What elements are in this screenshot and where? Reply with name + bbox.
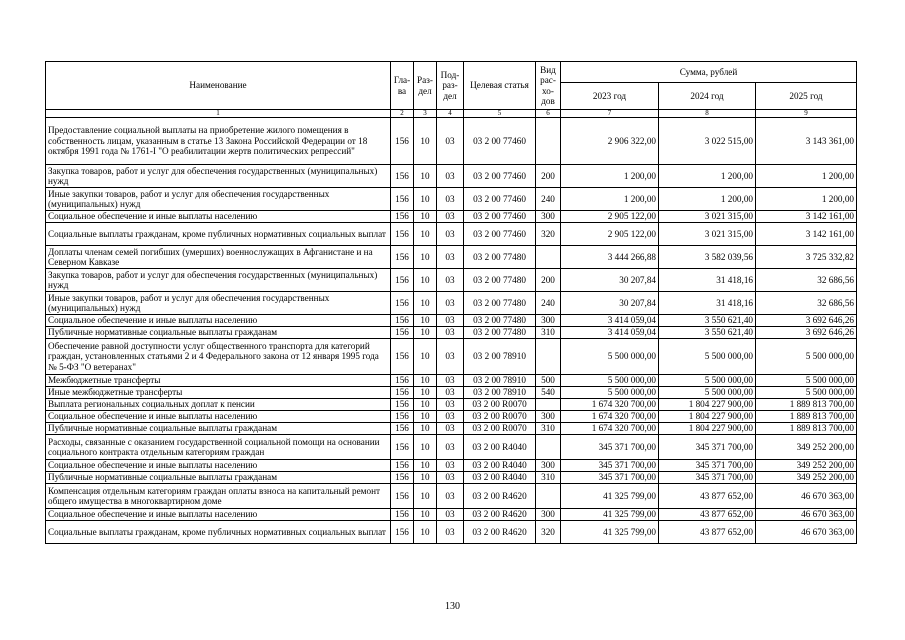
row-target-article: 03 2 00 78910 bbox=[464, 387, 536, 399]
row-podrazdel: 03 bbox=[437, 399, 464, 411]
row-expense-type: 310 bbox=[536, 423, 561, 435]
row-target-article: 03 2 00 77480 bbox=[464, 246, 536, 269]
row-sum-2025: 3 142 161,00 bbox=[756, 211, 857, 223]
row-sum-2023: 30 207,84 bbox=[561, 292, 659, 315]
row-podrazdel: 03 bbox=[437, 269, 464, 292]
row-podrazdel: 03 bbox=[437, 327, 464, 339]
colnum: 9 bbox=[756, 110, 857, 118]
row-name: Социальное обеспечение и иные выплаты населению bbox=[46, 411, 391, 423]
table-row bbox=[46, 315, 857, 327]
row-sum-2025: 46 670 363,00 bbox=[756, 484, 857, 509]
table-row bbox=[46, 223, 857, 246]
row-target-article: 03 2 00 R4620 bbox=[464, 484, 536, 509]
row-target-article: 03 2 00 R0070 bbox=[464, 411, 536, 423]
row-razdel: 10 bbox=[414, 188, 437, 211]
row-sum-2025: 46 670 363,00 bbox=[756, 509, 857, 521]
row-sum-2024: 3 550 621,40 bbox=[659, 315, 756, 327]
row-sum-2025: 5 500 000,00 bbox=[756, 387, 857, 399]
row-razdel: 10 bbox=[414, 292, 437, 315]
row-podrazdel: 03 bbox=[437, 472, 464, 484]
row-sum-2023: 2 905 122,00 bbox=[561, 211, 659, 223]
table-row bbox=[46, 509, 857, 521]
row-razdel: 10 bbox=[414, 509, 437, 521]
row-sum-2024: 5 500 000,00 bbox=[659, 339, 756, 375]
row-name: Социальное обеспечение и иные выплаты населению bbox=[46, 211, 391, 223]
row-name: Предоставление социальной выплаты на приобретение жилого помещения в собственность лицам, указанным в статье 13 Закона Российской Федерации от 18 октября 1991 года № 1761-I "О реабилитации жертв политических репрессий" bbox=[46, 118, 391, 165]
row-sum-2024: 1 804 227 900,00 bbox=[659, 423, 756, 435]
row-sum-2025: 3 142 161,00 bbox=[756, 223, 857, 246]
row-podrazdel: 03 bbox=[437, 339, 464, 375]
table-row bbox=[46, 521, 857, 544]
table-row bbox=[46, 339, 857, 375]
row-glava: 156 bbox=[391, 484, 414, 509]
row-target-article: 03 2 00 77480 bbox=[464, 327, 536, 339]
row-podrazdel: 03 bbox=[437, 292, 464, 315]
row-expense-type bbox=[536, 399, 561, 411]
table-row bbox=[46, 423, 857, 435]
colnum: 3 bbox=[414, 110, 437, 118]
row-sum-2024: 1 200,00 bbox=[659, 165, 756, 188]
row-glava: 156 bbox=[391, 387, 414, 399]
row-target-article: 03 2 00 R4040 bbox=[464, 435, 536, 460]
row-name: Иные межбюджетные трансферты bbox=[46, 387, 391, 399]
table-row bbox=[46, 484, 857, 509]
table-row bbox=[46, 292, 857, 315]
row-razdel: 10 bbox=[414, 399, 437, 411]
table-row bbox=[46, 411, 857, 423]
row-sum-2025: 1 889 813 700,00 bbox=[756, 399, 857, 411]
row-sum-2023: 2 905 122,00 bbox=[561, 223, 659, 246]
row-expense-type: 310 bbox=[536, 472, 561, 484]
colnum: 5 bbox=[464, 110, 536, 118]
row-target-article: 03 2 00 R4620 bbox=[464, 509, 536, 521]
row-glava: 156 bbox=[391, 292, 414, 315]
row-glava: 156 bbox=[391, 327, 414, 339]
row-podrazdel: 03 bbox=[437, 423, 464, 435]
colnum: 7 bbox=[561, 110, 659, 118]
row-name: Межбюджетные трансферты bbox=[46, 375, 391, 387]
row-razdel: 10 bbox=[414, 327, 437, 339]
row-sum-2025: 3 725 332,82 bbox=[756, 246, 857, 269]
row-sum-2023: 2 906 322,00 bbox=[561, 118, 659, 165]
row-expense-type: 320 bbox=[536, 223, 561, 246]
row-sum-2024: 31 418,16 bbox=[659, 269, 756, 292]
row-expense-type: 200 bbox=[536, 165, 561, 188]
row-sum-2024: 1 804 227 900,00 bbox=[659, 399, 756, 411]
row-sum-2023: 41 325 799,00 bbox=[561, 521, 659, 544]
table-row bbox=[46, 165, 857, 188]
row-target-article: 03 2 00 77460 bbox=[464, 211, 536, 223]
row-sum-2024: 43 877 652,00 bbox=[659, 521, 756, 544]
row-sum-2024: 1 804 227 900,00 bbox=[659, 411, 756, 423]
row-glava: 156 bbox=[391, 269, 414, 292]
row-razdel: 10 bbox=[414, 387, 437, 399]
row-expense-type: 500 bbox=[536, 375, 561, 387]
table-row bbox=[46, 375, 857, 387]
row-razdel: 10 bbox=[414, 472, 437, 484]
row-podrazdel: 03 bbox=[437, 118, 464, 165]
row-razdel: 10 bbox=[414, 165, 437, 188]
row-razdel: 10 bbox=[414, 339, 437, 375]
row-razdel: 10 bbox=[414, 269, 437, 292]
row-sum-2023: 41 325 799,00 bbox=[561, 509, 659, 521]
row-glava: 156 bbox=[391, 521, 414, 544]
table-row bbox=[46, 188, 857, 211]
row-sum-2024: 3 022 515,00 bbox=[659, 118, 756, 165]
row-name: Расходы, связанные с оказанием государственной социальной помощи на основании социального контракта отдельным категориям граждан bbox=[46, 435, 391, 460]
row-sum-2024: 1 200,00 bbox=[659, 188, 756, 211]
row-sum-2024: 5 500 000,00 bbox=[659, 387, 756, 399]
row-razdel: 10 bbox=[414, 246, 437, 269]
row-sum-2023: 1 200,00 bbox=[561, 165, 659, 188]
row-sum-2023: 3 444 266,88 bbox=[561, 246, 659, 269]
header-summa: Сумма, рублей bbox=[561, 62, 857, 83]
row-podrazdel: 03 bbox=[437, 411, 464, 423]
row-expense-type: 300 bbox=[536, 411, 561, 423]
row-razdel: 10 bbox=[414, 521, 437, 544]
header-2024: 2024 год bbox=[659, 83, 756, 110]
row-name: Социальные выплаты гражданам, кроме публичных нормативных социальных выплат bbox=[46, 223, 391, 246]
row-glava: 156 bbox=[391, 223, 414, 246]
row-razdel: 10 bbox=[414, 211, 437, 223]
row-podrazdel: 03 bbox=[437, 246, 464, 269]
row-razdel: 10 bbox=[414, 223, 437, 246]
row-name: Закупка товаров, работ и услуг для обеспечения государственных (муниципальных) нужд bbox=[46, 165, 391, 188]
row-sum-2023: 1 674 320 700,00 bbox=[561, 411, 659, 423]
row-target-article: 03 2 00 78910 bbox=[464, 375, 536, 387]
row-expense-type: 300 bbox=[536, 460, 561, 472]
header-vid: Вид рас-хо-дов bbox=[536, 62, 561, 110]
row-target-article: 03 2 00 R0070 bbox=[464, 423, 536, 435]
row-expense-type bbox=[536, 246, 561, 269]
row-sum-2025: 46 670 363,00 bbox=[756, 521, 857, 544]
row-glava: 156 bbox=[391, 165, 414, 188]
row-name: Публичные нормативные социальные выплаты гражданам bbox=[46, 423, 391, 435]
row-sum-2025: 1 889 813 700,00 bbox=[756, 423, 857, 435]
table-body bbox=[46, 118, 857, 544]
page-number: 130 bbox=[445, 601, 460, 612]
row-podrazdel: 03 bbox=[437, 375, 464, 387]
row-podrazdel: 03 bbox=[437, 165, 464, 188]
row-sum-2023: 345 371 700,00 bbox=[561, 435, 659, 460]
table-row bbox=[46, 246, 857, 269]
row-razdel: 10 bbox=[414, 411, 437, 423]
colnum: 2 bbox=[391, 110, 414, 118]
row-sum-2025: 5 500 000,00 bbox=[756, 375, 857, 387]
row-podrazdel: 03 bbox=[437, 509, 464, 521]
row-podrazdel: 03 bbox=[437, 435, 464, 460]
row-expense-type: 300 bbox=[536, 509, 561, 521]
colnum: 8 bbox=[659, 110, 756, 118]
row-name: Иные закупки товаров, работ и услуг для обеспечения государственных (муниципальных) нужд bbox=[46, 188, 391, 211]
row-sum-2023: 3 414 059,04 bbox=[561, 315, 659, 327]
table-row bbox=[46, 460, 857, 472]
row-name: Иные закупки товаров, работ и услуг для обеспечения государственных (муниципальных) нужд bbox=[46, 292, 391, 315]
row-target-article: 03 2 00 77460 bbox=[464, 223, 536, 246]
row-razdel: 10 bbox=[414, 460, 437, 472]
row-sum-2025: 5 500 000,00 bbox=[756, 339, 857, 375]
row-target-article: 03 2 00 77460 bbox=[464, 188, 536, 211]
row-target-article: 03 2 00 R0070 bbox=[464, 399, 536, 411]
row-glava: 156 bbox=[391, 246, 414, 269]
row-sum-2023: 5 500 000,00 bbox=[561, 375, 659, 387]
row-target-article: 03 2 00 78910 bbox=[464, 339, 536, 375]
row-razdel: 10 bbox=[414, 484, 437, 509]
row-glava: 156 bbox=[391, 423, 414, 435]
row-sum-2024: 5 500 000,00 bbox=[659, 375, 756, 387]
row-sum-2025: 3 692 646,26 bbox=[756, 315, 857, 327]
header-2025: 2025 год bbox=[756, 83, 857, 110]
row-podrazdel: 03 bbox=[437, 484, 464, 509]
row-name: Выплата региональных социальных доплат к пенсии bbox=[46, 399, 391, 411]
row-glava: 156 bbox=[391, 435, 414, 460]
row-sum-2024: 345 371 700,00 bbox=[659, 472, 756, 484]
row-podrazdel: 03 bbox=[437, 460, 464, 472]
colnum: 1 bbox=[46, 110, 391, 118]
row-sum-2024: 345 371 700,00 bbox=[659, 435, 756, 460]
row-glava: 156 bbox=[391, 411, 414, 423]
colnum: 6 bbox=[536, 110, 561, 118]
table-row bbox=[46, 118, 857, 165]
row-sum-2024: 43 877 652,00 bbox=[659, 484, 756, 509]
row-name: Компенсация отдельным категориям граждан оплаты взноса на капитальный ремонт общего имущества в многоквартирном доме bbox=[46, 484, 391, 509]
row-razdel: 10 bbox=[414, 423, 437, 435]
row-razdel: 10 bbox=[414, 315, 437, 327]
row-expense-type: 240 bbox=[536, 188, 561, 211]
table-row bbox=[46, 387, 857, 399]
row-razdel: 10 bbox=[414, 375, 437, 387]
row-glava: 156 bbox=[391, 188, 414, 211]
row-sum-2023: 30 207,84 bbox=[561, 269, 659, 292]
row-name: Социальное обеспечение и иные выплаты населению bbox=[46, 315, 391, 327]
row-expense-type bbox=[536, 118, 561, 165]
row-expense-type: 200 bbox=[536, 269, 561, 292]
header-2023: 2023 год bbox=[561, 83, 659, 110]
row-sum-2024: 31 418,16 bbox=[659, 292, 756, 315]
row-sum-2023: 41 325 799,00 bbox=[561, 484, 659, 509]
row-razdel: 10 bbox=[414, 118, 437, 165]
row-sum-2023: 345 371 700,00 bbox=[561, 472, 659, 484]
row-razdel: 10 bbox=[414, 435, 437, 460]
header-target: Целевая статья bbox=[464, 62, 536, 110]
row-glava: 156 bbox=[391, 118, 414, 165]
row-podrazdel: 03 bbox=[437, 521, 464, 544]
row-expense-type: 300 bbox=[536, 211, 561, 223]
row-name: Публичные нормативные социальные выплаты гражданам bbox=[46, 472, 391, 484]
row-podrazdel: 03 bbox=[437, 223, 464, 246]
row-name: Социальные выплаты гражданам, кроме публичных нормативных социальных выплат bbox=[46, 521, 391, 544]
row-target-article: 03 2 00 77480 bbox=[464, 269, 536, 292]
header-name: Наименование bbox=[46, 62, 391, 110]
row-sum-2023: 1 674 320 700,00 bbox=[561, 423, 659, 435]
row-glava: 156 bbox=[391, 509, 414, 521]
row-glava: 156 bbox=[391, 339, 414, 375]
row-target-article: 03 2 00 R4620 bbox=[464, 521, 536, 544]
row-expense-type: 320 bbox=[536, 521, 561, 544]
row-sum-2025: 3 692 646,26 bbox=[756, 327, 857, 339]
header-podrazdel: Под-раз-дел bbox=[437, 62, 464, 110]
column-number-row bbox=[46, 110, 857, 118]
header-glava: Гла-ва bbox=[391, 62, 414, 110]
row-target-article: 03 2 00 77460 bbox=[464, 118, 536, 165]
row-expense-type: 240 bbox=[536, 292, 561, 315]
table-row bbox=[46, 472, 857, 484]
row-sum-2024: 3 582 039,56 bbox=[659, 246, 756, 269]
row-sum-2024: 3 021 315,00 bbox=[659, 223, 756, 246]
row-name: Доплаты членам семей погибших (умерших) военнослужащих в Афганистане и на Северном Кавказе bbox=[46, 246, 391, 269]
row-expense-type: 300 bbox=[536, 315, 561, 327]
row-sum-2024: 3 021 315,00 bbox=[659, 211, 756, 223]
header-row-top bbox=[46, 62, 857, 83]
row-name: Публичные нормативные социальные выплаты гражданам bbox=[46, 327, 391, 339]
row-sum-2024: 3 550 621,40 bbox=[659, 327, 756, 339]
row-name: Социальное обеспечение и иные выплаты населению bbox=[46, 460, 391, 472]
header-razdel: Раз-дел bbox=[414, 62, 437, 110]
table-row bbox=[46, 435, 857, 460]
colnum: 4 bbox=[437, 110, 464, 118]
row-sum-2025: 349 252 200,00 bbox=[756, 472, 857, 484]
row-sum-2023: 345 371 700,00 bbox=[561, 460, 659, 472]
row-glava: 156 bbox=[391, 460, 414, 472]
row-expense-type: 310 bbox=[536, 327, 561, 339]
row-glava: 156 bbox=[391, 472, 414, 484]
row-sum-2025: 1 200,00 bbox=[756, 165, 857, 188]
row-name: Закупка товаров, работ и услуг для обеспечения государственных (муниципальных) нужд bbox=[46, 269, 391, 292]
row-sum-2023: 5 500 000,00 bbox=[561, 387, 659, 399]
row-target-article: 03 2 00 77460 bbox=[464, 165, 536, 188]
row-expense-type bbox=[536, 339, 561, 375]
table-row bbox=[46, 399, 857, 411]
row-sum-2023: 3 414 059,04 bbox=[561, 327, 659, 339]
row-expense-type bbox=[536, 484, 561, 509]
row-sum-2023: 5 500 000,00 bbox=[561, 339, 659, 375]
row-sum-2024: 345 371 700,00 bbox=[659, 460, 756, 472]
row-target-article: 03 2 00 77480 bbox=[464, 315, 536, 327]
row-sum-2024: 43 877 652,00 bbox=[659, 509, 756, 521]
row-sum-2025: 32 686,56 bbox=[756, 292, 857, 315]
row-expense-type: 540 bbox=[536, 387, 561, 399]
row-sum-2025: 1 200,00 bbox=[756, 188, 857, 211]
row-glava: 156 bbox=[391, 399, 414, 411]
row-sum-2023: 1 674 320 700,00 bbox=[561, 399, 659, 411]
row-glava: 156 bbox=[391, 211, 414, 223]
row-sum-2025: 349 252 200,00 bbox=[756, 435, 857, 460]
row-target-article: 03 2 00 R4040 bbox=[464, 460, 536, 472]
row-target-article: 03 2 00 R4040 bbox=[464, 472, 536, 484]
row-name: Социальное обеспечение и иные выплаты населению bbox=[46, 509, 391, 521]
row-podrazdel: 03 bbox=[437, 315, 464, 327]
row-target-article: 03 2 00 77480 bbox=[464, 292, 536, 315]
row-podrazdel: 03 bbox=[437, 211, 464, 223]
row-sum-2025: 3 143 361,00 bbox=[756, 118, 857, 165]
row-podrazdel: 03 bbox=[437, 188, 464, 211]
budget-table bbox=[45, 61, 857, 544]
row-expense-type bbox=[536, 435, 561, 460]
table-row bbox=[46, 327, 857, 339]
table-row bbox=[46, 269, 857, 292]
row-podrazdel: 03 bbox=[437, 387, 464, 399]
row-sum-2025: 349 252 200,00 bbox=[756, 460, 857, 472]
row-glava: 156 bbox=[391, 315, 414, 327]
table-row bbox=[46, 211, 857, 223]
row-name: Обеспечение равной доступности услуг общественного транспорта для категорий граждан, установленных статьями 2 и 4 Федерального закона от 12 января 1995 года № 5-ФЗ "О ветеранах" bbox=[46, 339, 391, 375]
row-sum-2025: 1 889 813 700,00 bbox=[756, 411, 857, 423]
row-sum-2023: 1 200,00 bbox=[561, 188, 659, 211]
row-sum-2025: 32 686,56 bbox=[756, 269, 857, 292]
row-glava: 156 bbox=[391, 375, 414, 387]
